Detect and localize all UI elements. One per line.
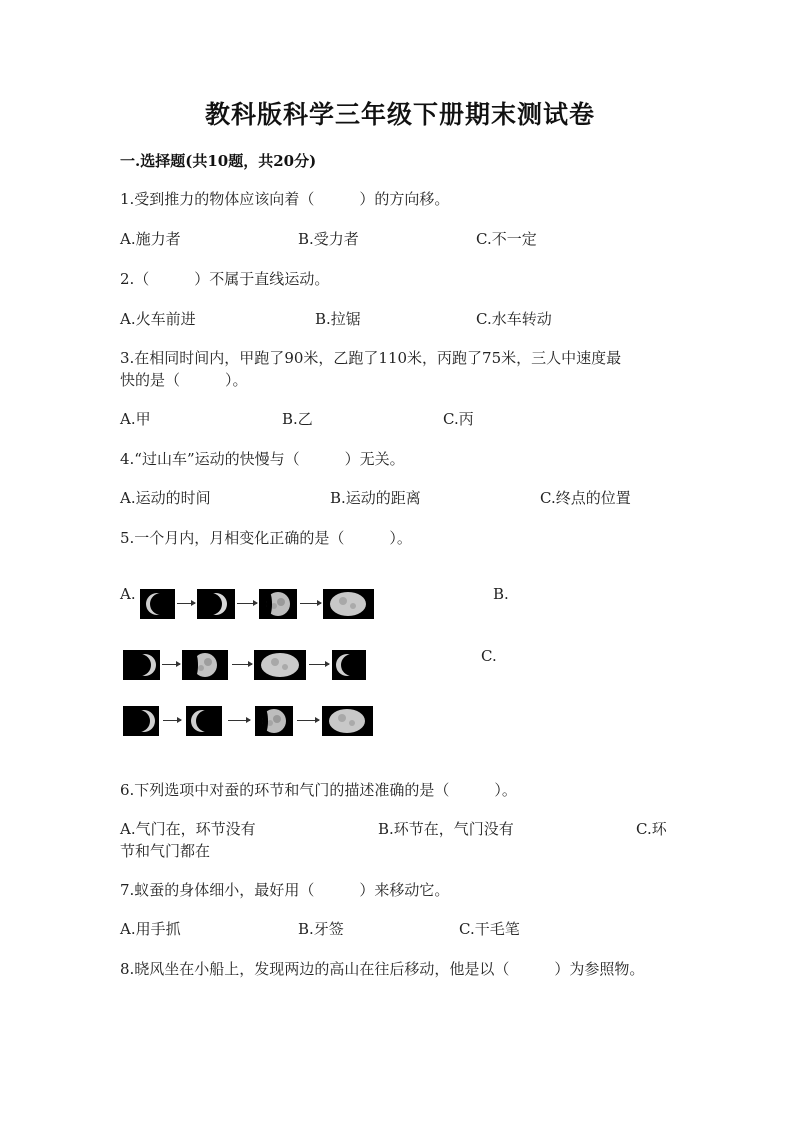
moon-waxing-crescent-image xyxy=(140,589,175,619)
question-6-option-c-continued: 节和气门都在 xyxy=(120,842,211,860)
moon-waning-crescent-image xyxy=(332,650,366,680)
arrow-icon xyxy=(228,720,250,721)
question-7-option-a: A.用手抓 xyxy=(120,920,181,938)
moon-full-moon-image xyxy=(322,706,373,736)
moon-full-moon-image xyxy=(323,589,374,619)
question-2-stem: 2.（ ）不属于直线运动。 xyxy=(120,270,330,288)
moon-phase-row-c xyxy=(123,706,383,736)
section-heading: 一.选择题(共10题，共20分) xyxy=(120,152,317,170)
question-2-option-b: B.拉锯 xyxy=(315,310,361,328)
question-8-stem: 8.晓风坐在小船上，发现两边的高山在往后移动，他是以（ ）为参照物。 xyxy=(120,960,645,978)
arrow-icon xyxy=(237,603,257,604)
question-4-option-c: C.终点的位置 xyxy=(540,489,631,507)
question-3-option-b: B.乙 xyxy=(282,410,313,428)
moon-first-quarter-image xyxy=(197,589,235,619)
page-title: 教科版科学三年级下册期末测试卷 xyxy=(204,100,595,129)
question-3-stem-line1: 3.在相同时间内，甲跑了90米，乙跑了110米，丙跑了75米，三人中速度最 xyxy=(120,349,622,367)
arrow-icon xyxy=(162,664,180,665)
arrow-icon xyxy=(177,603,195,604)
moon-waxing-gibbous-image xyxy=(255,706,293,736)
question-3-option-c: C.丙 xyxy=(443,410,474,428)
question-7-option-b: B.牙签 xyxy=(298,920,344,938)
question-6-stem: 6.下列选项中对蚕的环节和气门的描述准确的是（ ）。 xyxy=(120,781,517,799)
question-3-stem-line2: 快的是（ ）。 xyxy=(120,371,248,389)
moon-full-moon-image xyxy=(254,650,306,680)
question-4-stem: 4.“过山车”运动的快慢与（ ）无关。 xyxy=(120,450,405,468)
question-2-option-c: C.水车转动 xyxy=(476,310,552,328)
question-3-option-a: A.甲 xyxy=(120,410,151,428)
arrow-icon xyxy=(309,664,329,665)
question-6-option-c: C.环 xyxy=(636,820,667,838)
question-4-option-b: B.运动的距离 xyxy=(330,489,421,507)
question-5-option-b: B. xyxy=(493,585,509,603)
arrow-icon xyxy=(232,664,252,665)
question-7-option-c: C.干毛笔 xyxy=(459,920,520,938)
question-1-option-b: B.受力者 xyxy=(298,230,359,248)
arrow-icon xyxy=(300,603,321,604)
question-1-stem: 1.受到推力的物体应该向着（ ）的方向移。 xyxy=(120,190,450,208)
question-6-option-b: B.环节在，气门没有 xyxy=(378,820,514,838)
question-2-option-a: A.火车前进 xyxy=(120,310,196,328)
question-1-option-a: A.施力者 xyxy=(120,230,181,248)
moon-phase-row-b xyxy=(123,650,383,680)
moon-waxing-crescent-image xyxy=(123,650,160,680)
question-7-stem: 7.蚁蚕的身体细小，最好用（ ）来移动它。 xyxy=(120,881,450,899)
question-6-option-a: A.气门在，环节没有 xyxy=(120,820,256,838)
question-5-option-a: A. xyxy=(120,585,136,603)
question-1-option-c: C.不一定 xyxy=(476,230,537,248)
moon-waxing-gibbous-image xyxy=(182,650,228,680)
question-5-option-c: C. xyxy=(481,647,497,665)
moon-waxing-crescent-image xyxy=(123,706,159,736)
question-5-stem: 5.一个月内，月相变化正确的是（ ）。 xyxy=(120,529,412,547)
moon-phase-row-a xyxy=(140,589,400,619)
arrow-icon xyxy=(297,720,319,721)
question-4-option-a: A.运动的时间 xyxy=(120,489,211,507)
moon-waning-crescent-image xyxy=(186,706,222,736)
moon-waxing-gibbous-image xyxy=(259,589,297,619)
arrow-icon xyxy=(163,720,181,721)
